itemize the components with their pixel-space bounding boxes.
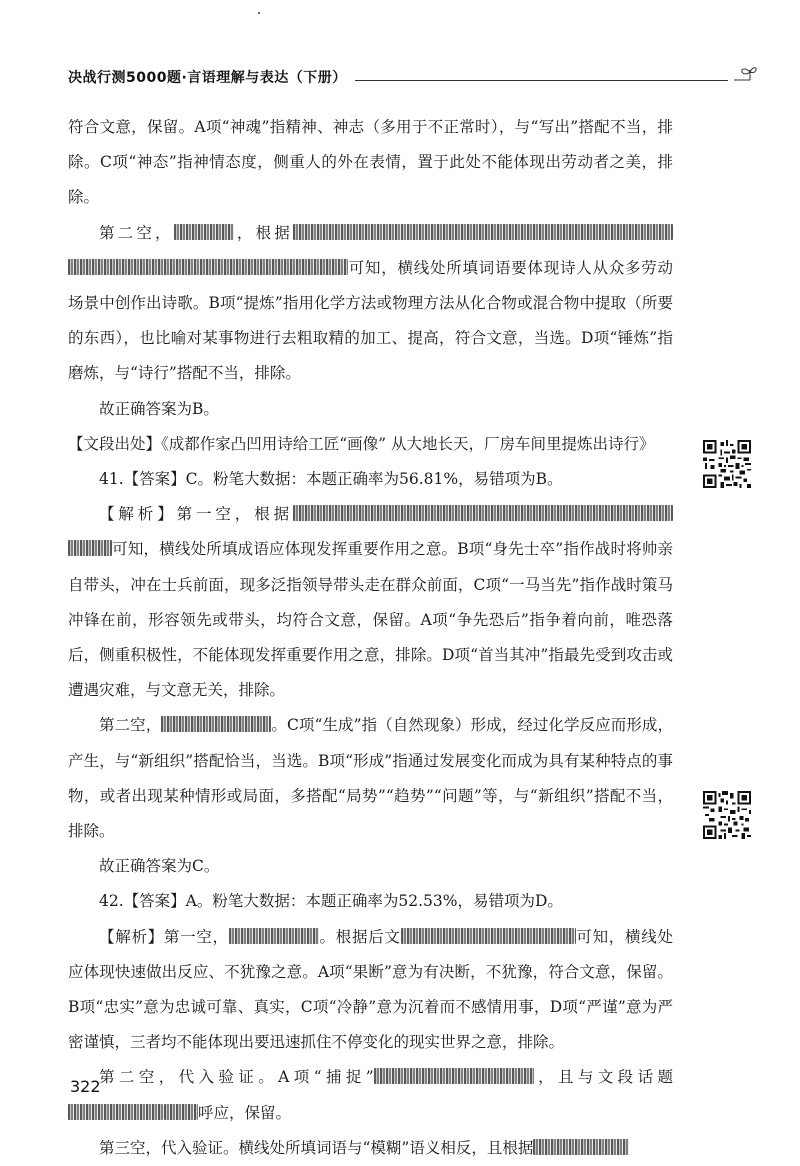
- header-rule: [355, 80, 728, 81]
- running-header: [68, 64, 758, 90]
- paragraph-p2: [68, 216, 673, 392]
- text-run: 41.【答案】C。粉笔大数据：本题正确率为56.81%，易错项为B。: [99, 470, 563, 489]
- paragraph-p8: [68, 849, 673, 884]
- text-run: 第二空，: [99, 223, 174, 242]
- text-run: 42.【答案】A。粉笔大数据：本题正确率为52.53%，易错项为D。: [99, 892, 563, 911]
- page-body: [68, 110, 673, 1166]
- redacted-block: [293, 505, 673, 521]
- redacted-block: [533, 1139, 629, 1155]
- redacted-block: [229, 928, 319, 944]
- redacted-block: [401, 928, 576, 944]
- paragraph-p5: [68, 462, 673, 497]
- redacted-block: [68, 259, 348, 275]
- text-run: 故正确答案为B。: [99, 399, 219, 418]
- paragraph-p9: [68, 884, 673, 919]
- paragraph-p7: [68, 708, 673, 849]
- paragraph-p10: [68, 920, 673, 1061]
- text-run: ，且与文段话题: [533, 1068, 673, 1087]
- book-title: 决战行测5000题·言语理解与表达（下册）: [68, 70, 347, 86]
- qr-code-icon[interactable]: [703, 791, 751, 839]
- text-run: 可知，横线处应体现快速做出反应、不犹豫之意。A项“果断”意为有决断，不犹豫，符合文意，保留。B项“忠实”意为忠诚可靠、真实，C项“冷静”意为沉着而不感情用事，D项“严谨”意为严密谨慎，三者均不能体现出要迅速抓住不停变化的现实世界之意，排除。: [68, 927, 673, 1052]
- paragraph-p11: [68, 1060, 673, 1130]
- paragraph-p1: [68, 110, 673, 216]
- text-run: 第二空，代入验证。A项“捕捉”: [99, 1068, 374, 1087]
- text-run: 第二空，: [99, 716, 162, 735]
- redacted-block: [161, 716, 271, 732]
- scan-dot: [258, 12, 260, 14]
- paragraph-p3: [68, 392, 673, 427]
- text-run: 。C项“生成”指（自然现象）形成，经过化学反应而形成，产生，与“新组织”搭配恰当，当选。B项“形成”指通过发展变化而成为具有某种特点的事物，或者出现某种情形或局面，多搭配“局势”“趋势”“问题”等，与“新组织”搭配不当，排除。: [68, 716, 673, 841]
- text-run: ，根据: [233, 223, 293, 242]
- text-run: 可知，横线处所填成语应体现发挥重要作用之意。B项“身先士卒”指作战时将帅亲自带头，冲在士兵前面，现多泛指领导带头走在群众前面，C项“一马当先”指作战时策马冲锋在前，形容领先或带头，均符合文意，保留。A项“争先恐后”指争着向前，唯恐落后，侧重积极性，不能体现发挥重要作用之意，排除。D项“首当其冲”指最先受到攻击或遭遇灾难，与文意无关，排除。: [68, 540, 673, 700]
- redacted-block: [164, 1104, 198, 1120]
- text-run: 。根据后文: [318, 927, 401, 946]
- text-run: 第三空，代入验证。横线处所填词语与“模糊”语义相反，且根据: [99, 1138, 534, 1157]
- sprout-icon: [730, 64, 758, 90]
- redacted-block: [68, 540, 112, 556]
- text-run: 符合文意，保留。A项“神魂”指精神、神志（多用于不正常时），与“写出”搭配不当，排除。C项“神态”指神情态度，侧重人的外在表情，置于此处不能体现出劳动者之美，排除。: [68, 118, 673, 207]
- text-run: 【解析】第一空，: [99, 927, 229, 946]
- redacted-block: [68, 1104, 164, 1120]
- text-run: 【文段出处】《成都作家凸凹用诗给工匠“画像” 从大地长天，厂房车间里提炼出诗行》: [68, 434, 655, 453]
- paragraph-p4: [68, 427, 673, 462]
- text-run: 呼应，保留。: [198, 1103, 292, 1122]
- redacted-block: [374, 1068, 534, 1084]
- text-run: 故正确答案为C。: [99, 857, 220, 876]
- redacted-block: [174, 224, 234, 240]
- text-run: 可知，横线处所填词语要体现诗人从众多劳动场景中创作出诗歌。B项“提炼”指用化学方法或物理方法从化合物或混合物中提取（所要的东西），也比喻对某事物进行去粗取精的加工、提高，符合文意，当选。D项“锤炼”指磨炼，与“诗行”搭配不当，排除。: [68, 258, 673, 383]
- redacted-block: [293, 224, 673, 240]
- paragraph-p12: [68, 1131, 673, 1166]
- text-run: 【解析】第一空，根据: [99, 505, 293, 524]
- page-number: 322: [70, 1077, 101, 1096]
- qr-code-icon[interactable]: [703, 440, 751, 488]
- paragraph-p6: [68, 497, 673, 708]
